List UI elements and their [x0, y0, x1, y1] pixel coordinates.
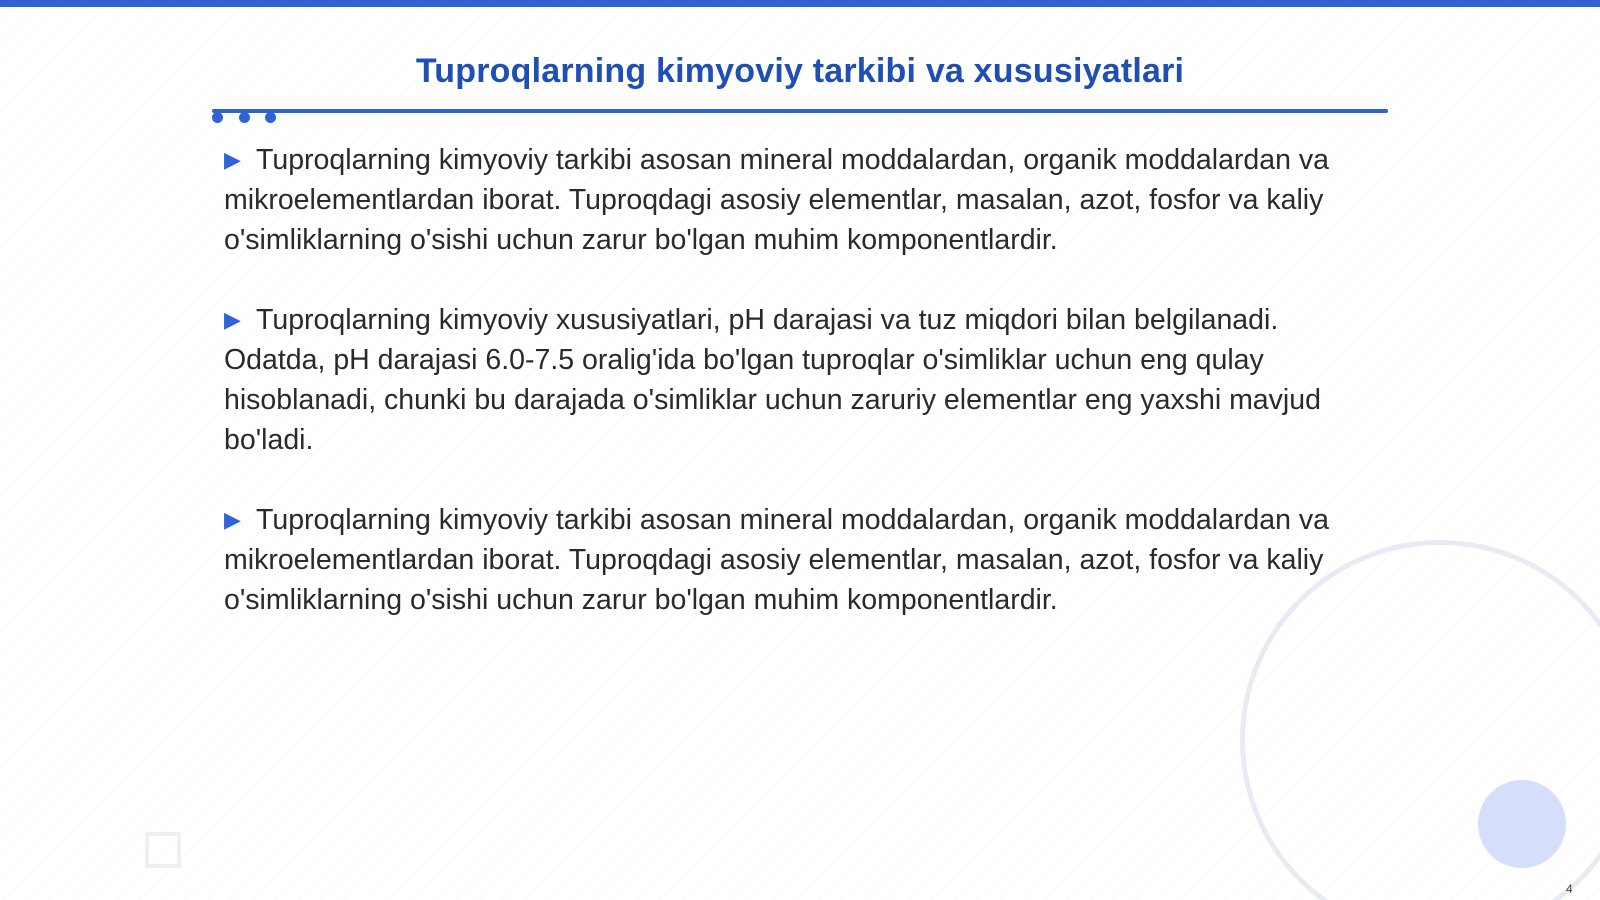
paragraph-text: Tuproqlarning kimyoviy xususiyatlari, pH darajasi va tuz miqdori bilan belgilanadi. Odatda, pH darajasi 6.0-7.5 oralig'ida bo'lgan tuproqlar o'simliklar uchun eng qulay hisoblanadi, chunki bu darajada o'simliklar uchun zaruriy elementlar eng yaxshi mavjud bo'ladi.: [224, 304, 1321, 456]
bullet-paragraph-1: [224, 140, 1384, 260]
decor-square: [145, 832, 181, 868]
paragraph-text: Tuproqlarning kimyoviy tarkibi asosan mineral moddalardan, organik moddalardan va mikroelementlardan iborat. Tuproqdagi asosiy elementlar, masalan, azot, fosfor va kaliy o'simliklarning o'sishi uchun zarur bo'lgan muhim komponentlardir.: [224, 144, 1329, 256]
paragraph-text: Tuproqlarning kimyoviy tarkibi asosan mineral moddalardan, organik moddalardan va mikroelementlardan iborat. Tuproqdagi asosiy elementlar, masalan, azot, fosfor va kaliy o'simliklarning o'sishi uchun zarur bo'lgan muhim komponentlardir.: [224, 504, 1329, 616]
page-number: 4: [1566, 882, 1573, 896]
triangle-bullet-icon: ▶: [224, 307, 241, 332]
slide-body: [224, 140, 1384, 660]
bullet-paragraph-3: [224, 500, 1384, 620]
decor-dot-icon: [239, 112, 250, 123]
decor-dot-icon: [265, 112, 276, 123]
slide-title: Tuproqlarning kimyoviy tarkibi va xususiyatlari: [415, 52, 1185, 90]
decor-dot-icon: [212, 112, 223, 123]
triangle-bullet-icon: ▶: [224, 147, 241, 172]
title-underline: [212, 109, 1388, 113]
triangle-bullet-icon: ▶: [224, 507, 241, 532]
bullet-paragraph-2: [224, 300, 1384, 460]
top-accent-bar: [0, 0, 1600, 7]
decor-circle: [1478, 780, 1566, 868]
